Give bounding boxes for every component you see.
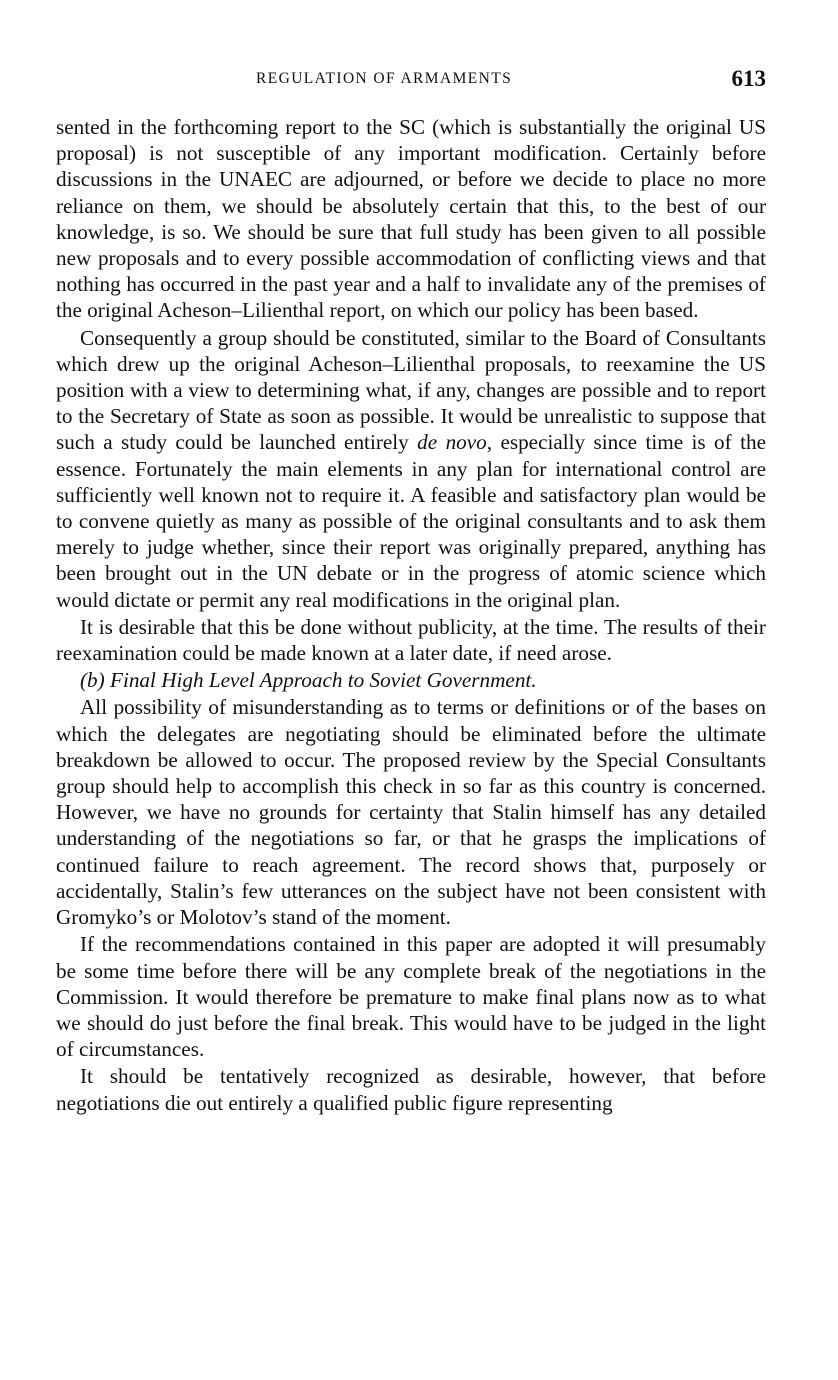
paragraph-misunderstanding	[56, 694, 766, 930]
text-run: If the recommendations contained in this paper are adopted it will presumably be some time before there will be any complete break of the negotiations in the Commission. It would therefore be premature to make final plans now as to what we should do just before the final break. This would have to be judged in the light of circumstances.	[56, 932, 766, 1062]
running-title: REGULATION OF ARMAMENTS	[256, 70, 513, 87]
paragraph-publicity	[56, 614, 766, 666]
text-run: It should be tentatively recognized as desirable, however, that before negotiations die out entirely a qualified public figure representing	[56, 1064, 766, 1115]
running-head	[56, 66, 766, 94]
paragraph-recommendations	[56, 931, 766, 1062]
text-run: All possibility of misunderstanding as to terms or definitions or of the bases on which the delegates are negotiating should be eliminated before the ultimate breakdown be allowed to occur. The proposed review by the Special Consultants group should help to accomplish this check in so far as this country is concerned. However, we have no grounds for certainty that Stalin himself has any detailed understanding of the negotiations so far, or that he grasps the implications of continued failure to reach agreement. The record shows that, purposely or accidentally, Stalin’s few utterances on the subject have not been consistent with Gromyko’s or Molotov’s stand of the moment.	[56, 695, 766, 930]
text-run: It is desirable that this be done without publicity, at the time. The results of their reexamination could be made known at a later date, if need arose.	[56, 614, 766, 666]
paragraph-public-figure	[56, 1063, 766, 1115]
text-run: sented in the forthcoming report to the SC (which is substantially the original US proposal) is not susceptible of any important modification. Certainly before discussions in the UNAEC are adjourned, or before we decide to place no more reliance on them, we should be absolutely certain that this, to the best of our knowledge, is so. We should be sure that full study has been given to all possible new proposals and to every possible accommodation of conflicting views and that nothing has occurred in the past year and a half to invalidate any of the premises of the original Acheson–Lilienthal report, on which our policy has been based.	[56, 115, 766, 323]
body-text	[56, 114, 766, 1116]
text-run: , especially since time is of the essence. Fortunately the main elements in any plan for international control are sufficiently well known not to require it. A feasible and satisfactory plan would be to convene quietly as many as possible of the original consultants and to ask them merely to judge whether, since their report was originally prepared, anything has been brought out in the UN debate or in the progress of atomic science which would dictate or permit any real modifications in the original plan.	[56, 430, 766, 612]
section-heading-b	[56, 667, 766, 693]
text-run: Consequently a group should be constituted, similar to the Board of Consultants which drew up the original Acheson–Lilienthal proposals, to reexamine the US position with a view to determining what, if any, changes are possible and to report to the Secretary of State as soon as possible. It would be unrealistic to suppose that such a study could be launched entirely	[56, 325, 766, 455]
paragraph-consultants-group	[56, 325, 766, 613]
page-number: 613	[731, 66, 766, 91]
paragraph-continuation	[56, 114, 766, 324]
italic-phrase: de novo	[417, 430, 487, 455]
section-heading-text: (b) Final High Level Approach to Soviet Government.	[80, 668, 537, 693]
